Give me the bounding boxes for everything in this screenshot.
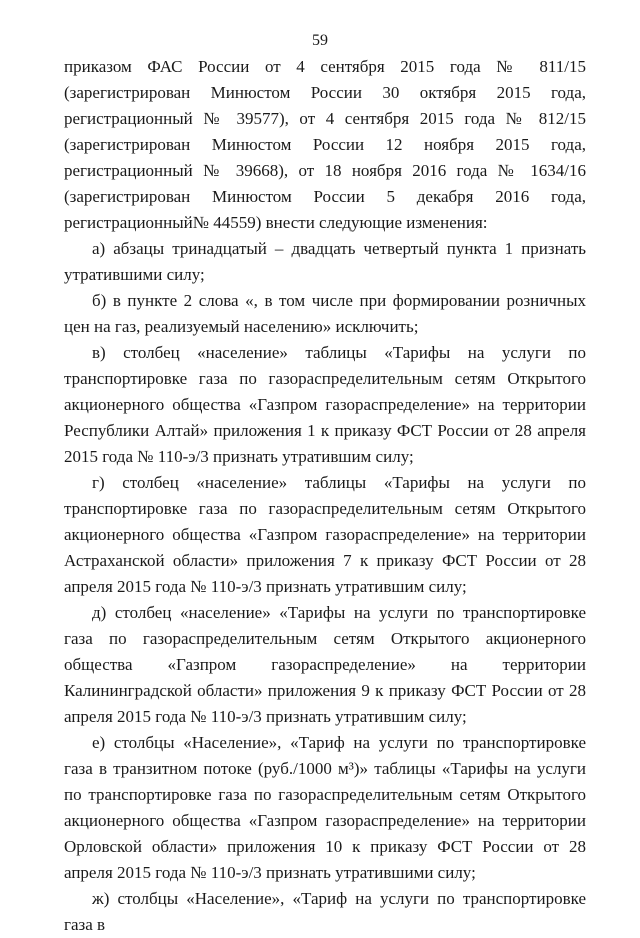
- paragraph-item-b: б) в пункте 2 слова «, в том числе при формировании розничных цен на газ, реализуемый населению» исключить;: [64, 291, 586, 336]
- document-body: [64, 54, 586, 938]
- paragraph-item-a: а) абзацы тринадцатый – двадцать четвертый пункта 1 признать утратившими силу;: [64, 239, 586, 284]
- paragraph-item-g: г) столбец «население» таблицы «Тарифы на услуги по транспортировке газа по газораспределительным сетям Открытого акционерного общества «Газпром газораспределение» на территории Астраханской области» приложения 7 к приказу ФСТ России от 28 апреля 2015 года № 110-э/3 признать утратившим силу;: [64, 473, 586, 596]
- paragraph-item-v: в) столбец «население» таблицы «Тарифы на услуги по транспортировке газа по газораспределительным сетям Открытого акционерного общества «Газпром газораспределение» на территории Республики Алтай» приложения 1 к приказу ФСТ России от 28 апреля 2015 года № 110-э/3 признать утратившим силу;: [64, 343, 586, 466]
- paragraph-item-zh: ж) столбцы «Население», «Тариф на услуги по транспортировке газа в: [64, 889, 586, 934]
- page-number: 59: [312, 32, 328, 49]
- paragraph-item-d: д) столбец «население» «Тарифы на услуги по транспортировке газа по газораспределительным сетям Открытого акционерного общества «Газпром газораспределение» на территории Калининградской области» приложения 9 к приказу ФСТ России от 28 апреля 2015 года № 110-э/3 признать утратившим силу;: [64, 603, 586, 726]
- paragraph-intro: приказом ФАС России от 4 сентября 2015 года № 811/15 (зарегистрирован Минюстом России 30 октября 2015 года, регистрационный № 39577), от 4 сентября 2015 года № 812/15 (зарегистрирован Минюстом России 12 ноября 2015 года, регистрационный № 39668), от 18 ноября 2016 года № 1634/16 (зарегистрирован Минюстом России 5 декабря 2016 года, регистрационный№ 44559) внести следующие изменения:: [64, 57, 586, 232]
- paragraph-item-e: е) столбцы «Население», «Тариф на услуги по транспортировке газа в транзитном потоке (руб./1000 м³)» таблицы «Тарифы на услуги по транспортировке газа по газораспределительным сетям Открытого акционерного общества «Газпром газораспределение» на территории Орловской области» приложения 10 к приказу ФСТ России от 28 апреля 2015 года № 110-э/3 признать утратившими силу;: [64, 733, 586, 882]
